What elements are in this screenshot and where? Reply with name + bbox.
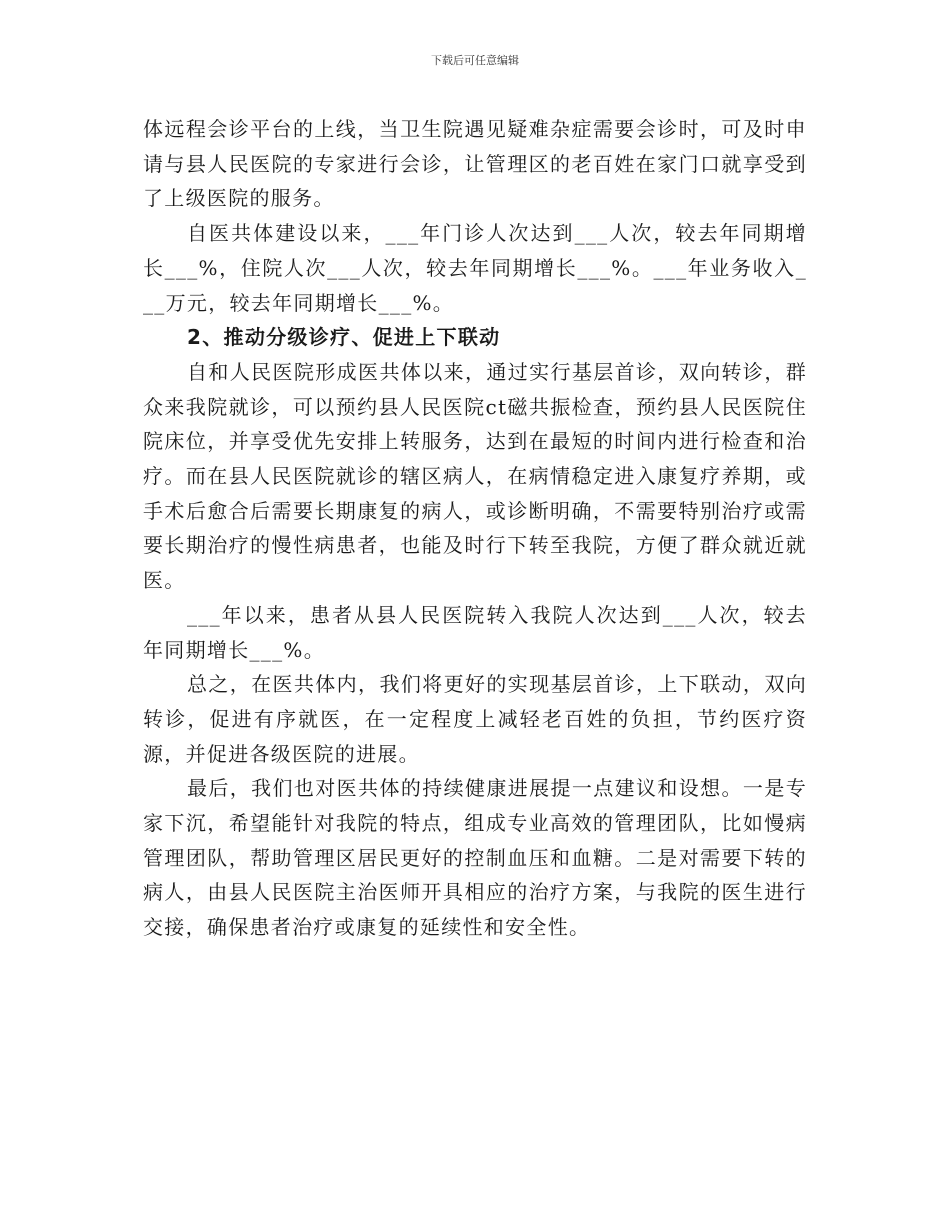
page-header: 下载后可任意编辑 bbox=[431, 54, 519, 67]
paragraph-statistics: 自医共体建设以来，___年门诊人次达到___人次，较去年同期增长___%，住院人次___人次，较去年同期增长___%。___年业务收入___万元，较去年同期增长___%。 bbox=[143, 221, 807, 315]
paragraph-summary: 总之，在医共体内，我们将更好的实现基层首诊，上下联动，双向转诊，促进有序就医，在一定程度上减轻老百姓的负担，节约医疗资源，并促进各级医院的进展。 bbox=[143, 672, 807, 766]
section-heading: 2、推动分级诊疗、促进上下联动 bbox=[187, 325, 501, 350]
paragraph-transfer-statistics: ___年以来，患者从县人民医院转入我院人次达到___人次，较去年同期增长___%。 bbox=[143, 602, 807, 662]
paragraph-suggestions: 最后，我们也对医共体的持续健康进展提一点建议和设想。一是专家下沉，希望能针对我院的特点，组成专业高效的管理团队，比如慢病管理团队，帮助管理区居民更好的控制血压和血糖。二是对需要下转的病人，由县人民医院主治医师开具相应的治疗方案，与我院的医生进行交接，确保患者治疗或康复的延续性和安全性。 bbox=[143, 776, 807, 940]
paragraph-remote-consultation: 体远程会诊平台的上线，当卫生院遇见疑难杂症需要会诊时，可及时申请与县人民医院的专家进行会诊，让管理区的老百姓在家门口就享受到了上级医院的服务。 bbox=[143, 117, 807, 211]
paragraph-referral: 自和人民医院形成医共体以来，通过实行基层首诊，双向转诊，群众来我院就诊，可以预约县人民医院ct磁共振检查，预约县人民医院住院床位，并享受优先安排上转服务，达到在最短的时间内进行检查和治疗。而在县人民医院就诊的辖区病人，在病情稳定进入康复疗养期，或手术后愈合后需要长期康复的病人，或诊断明确，不需要特别治疗或需要长期治疗的慢性病患者，也能及时行下转至我院，方便了群众就近就医。 bbox=[143, 359, 807, 593]
document-body bbox=[143, 112, 807, 945]
